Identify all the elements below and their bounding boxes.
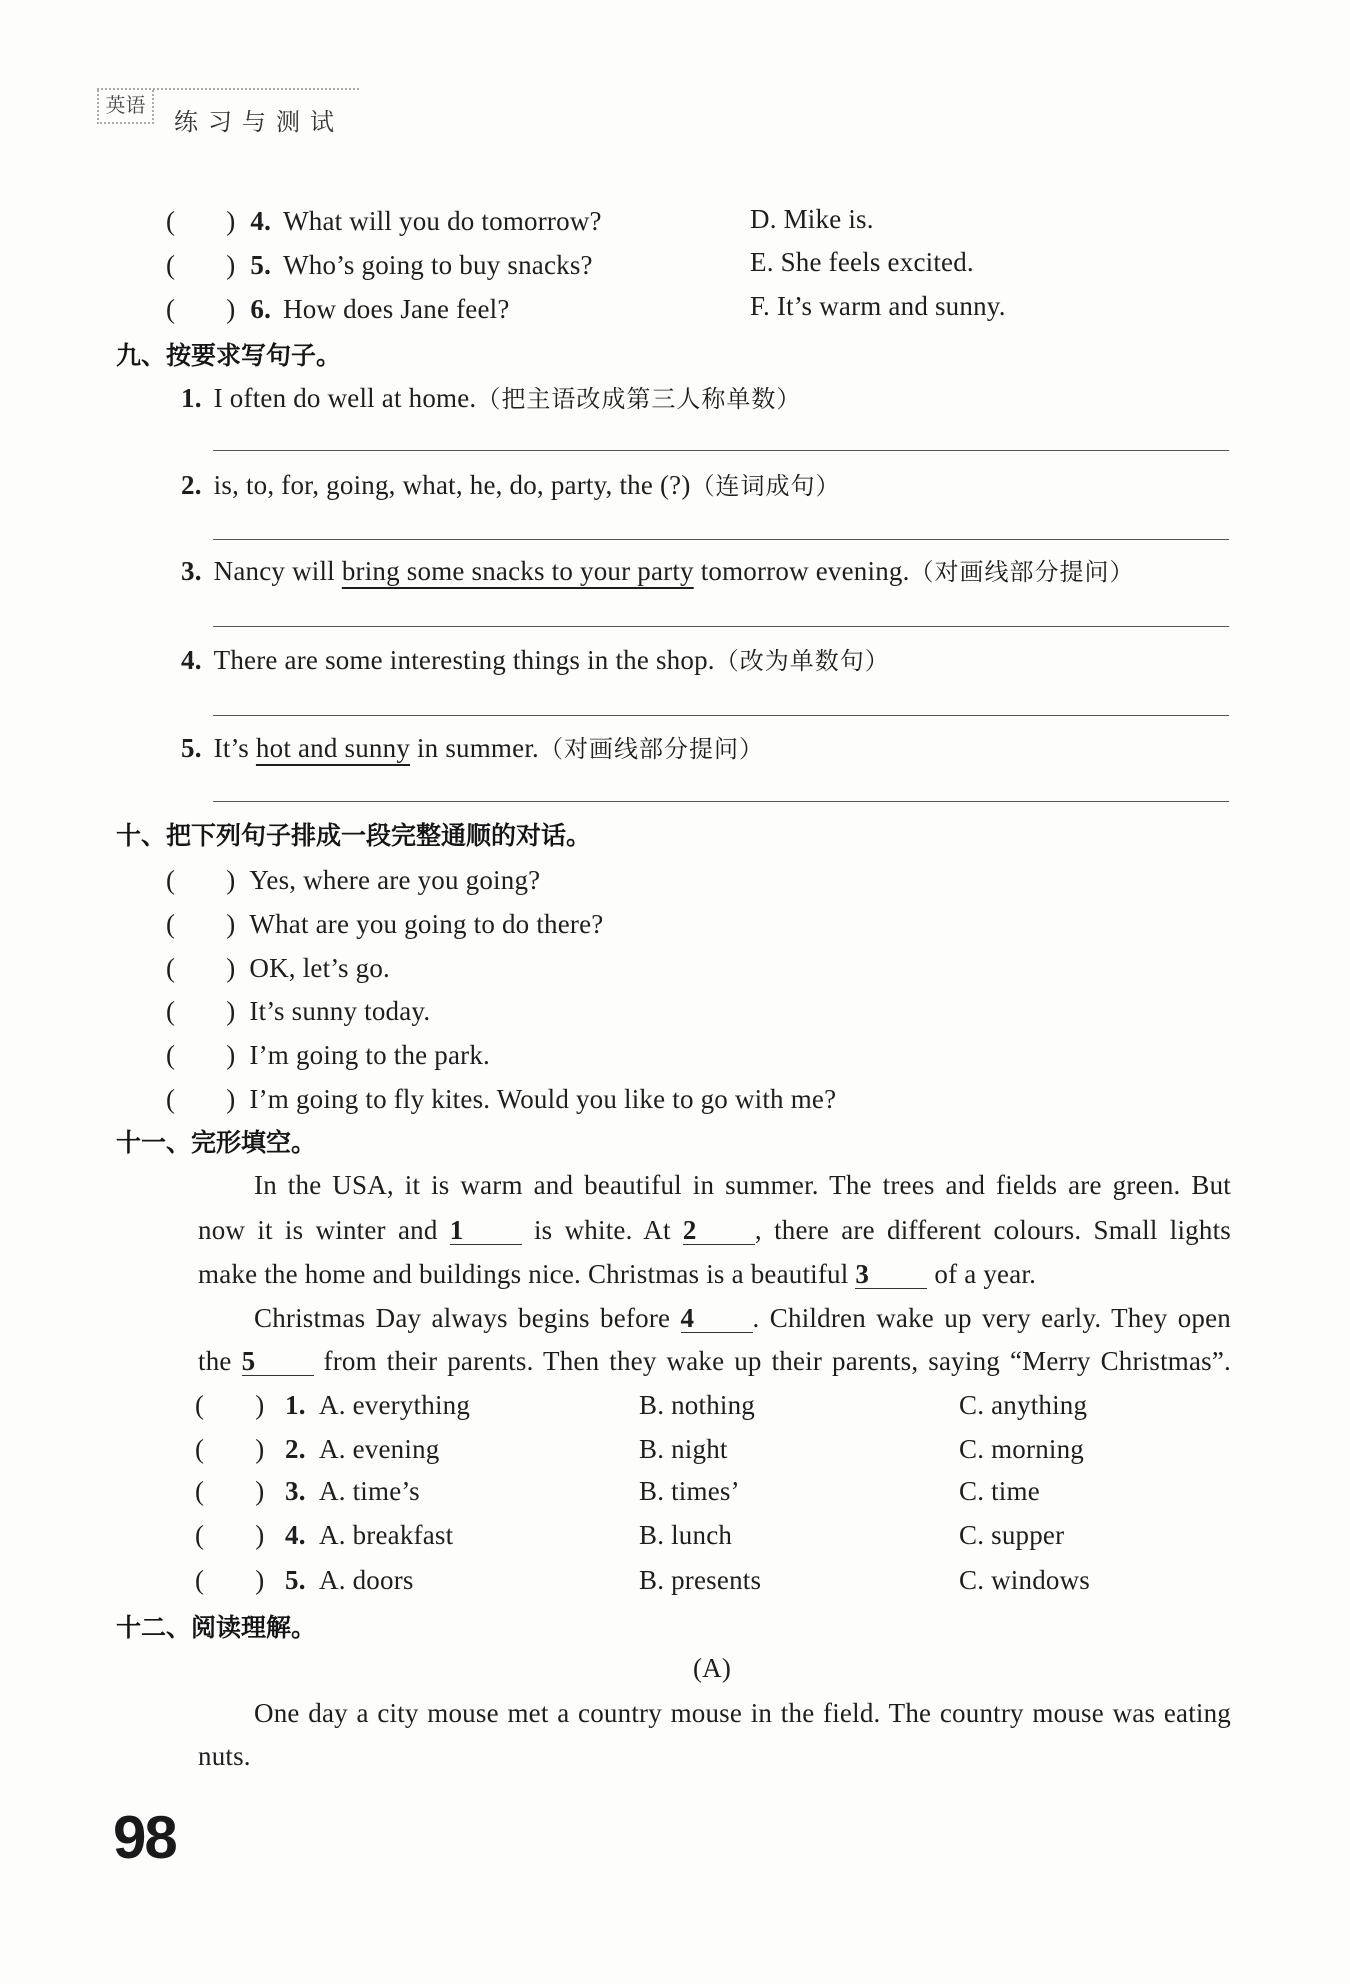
paren-close: ) [226,206,236,236]
answer-bracket [195,1474,264,1508]
match-answer-option: D. Mike is. [750,204,874,234]
option-number: 2. [285,1434,306,1464]
paren-close: ) [226,294,236,324]
passage-text: is white. At [533,1215,671,1245]
dialogue-sentence: I’m going to the park. [249,1040,491,1070]
passage-text: Christmas Day always begins before [254,1303,671,1333]
paren-open: ( [195,1476,205,1506]
cloze-option-row [195,1518,1235,1552]
passage-text: of a year. [934,1259,1037,1289]
option-a: A. time’s [319,1476,420,1506]
item-sentence: I often do well at home. [213,383,477,413]
blank-number: 3 [855,1259,870,1289]
passage-text: from their parents. Then they wake up their parents, saying “Merry Christmas”. [323,1346,1232,1376]
answer-slot[interactable] [175,294,226,318]
paren-open: ( [166,250,176,280]
rewrite-item [181,468,841,503]
subject-label [97,90,154,124]
cloze-passage-line [198,1344,1231,1378]
dialogue-sentence: Yes, where are you going? [249,865,541,895]
option-number: 3. [285,1476,306,1506]
answer-bracket [195,1432,264,1466]
question-number: 4. [250,206,272,236]
option-number: 5. [285,1565,306,1595]
paren-close: ) [226,250,236,280]
cloze-passage-line [198,1257,1231,1291]
paren-open: ( [166,865,176,895]
reading-passage-line [254,1696,1231,1730]
passage-text: , there are different colours. Small lights [754,1215,1231,1245]
paren-open: ( [166,206,176,236]
reading-passage-line [198,1739,1231,1773]
paren-open: ( [195,1520,205,1550]
option-b: B. times’ [639,1476,740,1506]
item-instruction: （对画线部分提问） [909,558,1135,586]
answer-slot[interactable] [175,1040,226,1064]
book-title: 练习与测试 [174,108,344,136]
section-11-heading: 十一、完形填空。 [116,1128,317,1157]
question-number: 5. [250,250,272,280]
question-text: What will you do tomorrow? [283,206,602,236]
option-b: B. presents [639,1565,762,1595]
blank-number: 5 [241,1346,256,1376]
paren-close: ) [226,1040,236,1070]
passage-text: now it is winter and [198,1215,438,1245]
dialogue-sentence-row [166,863,540,897]
option-c: C. morning [959,1434,1085,1464]
paren-open: ( [195,1390,205,1420]
item-sentence-end: tomorrow evening. [700,556,910,586]
option-b: B. nothing [639,1390,756,1420]
paren-close: ) [255,1434,265,1464]
section-12-heading: 十二、阅读理解。 [116,1613,317,1642]
cloze-blank[interactable] [681,1305,753,1333]
answer-slot[interactable] [175,1084,226,1108]
paren-open: ( [166,909,176,939]
question-number: 6. [250,294,272,324]
passage-text: nuts. [198,1741,251,1771]
option-a: A. everything [319,1390,471,1420]
cloze-option-row [195,1563,1235,1597]
answer-line[interactable] [213,450,1229,451]
item-number: 3. [181,556,202,586]
blank-number: 1 [449,1215,464,1245]
option-c: C. time [959,1476,1040,1506]
paren-close: ) [226,1084,236,1114]
paren-open: ( [195,1434,205,1464]
answer-slot[interactable] [204,1565,255,1589]
dialogue-sentence-row [166,994,430,1028]
cloze-passage-line [254,1301,1231,1335]
cloze-option-row [195,1474,1235,1508]
item-instruction: （对画线部分提问） [538,735,764,763]
dialogue-sentence: I’m going to fly kites. Would you like to go with me? [249,1084,837,1114]
paren-open: ( [166,1040,176,1070]
item-sentence-end: in summer. [416,733,539,763]
item-number: 1. [181,383,202,413]
passage-text: One day a city mouse met a country mouse in the field. The country mouse was eating [254,1698,1231,1728]
item-instruction: （连词成句） [690,472,841,500]
cloze-blank[interactable] [242,1348,314,1376]
option-c: C. windows [959,1565,1091,1595]
cloze-blank[interactable] [450,1217,522,1245]
subject-text: 英语 [105,93,146,117]
paren-open: ( [166,953,176,983]
paren-close: ) [255,1565,265,1595]
cloze-option-row [195,1432,1235,1466]
rewrite-item [181,381,801,416]
item-sentence-start: It’s [213,733,249,763]
answer-line[interactable] [213,801,1229,802]
item-instruction: （改为单数句） [714,647,890,675]
answer-line[interactable] [213,626,1229,627]
rewrite-item [181,731,764,766]
cloze-passage-line [198,1213,1231,1247]
answer-slot[interactable] [175,996,226,1020]
rewrite-item [181,643,890,678]
option-number: 4. [285,1520,306,1550]
option-number: 1. [285,1390,306,1420]
answer-line[interactable] [213,539,1229,540]
cloze-blank[interactable] [683,1217,755,1245]
option-a: A. doors [319,1565,414,1595]
answer-slot[interactable] [175,953,226,977]
match-answer-option: F. It’s warm and sunny. [750,291,1006,321]
blank-number: 4 [680,1303,695,1333]
answer-slot[interactable] [175,909,226,933]
passage-text: . Children wake up very early. They open [752,1303,1231,1333]
option-a: A. breakfast [319,1520,454,1550]
item-instruction: （把主语改成第三人称单数） [476,385,802,413]
answer-slot[interactable] [175,206,226,230]
section-9-heading: 九、按要求写句子。 [116,341,342,370]
paren-close: ) [226,996,236,1026]
dialogue-sentence: OK, let’s go. [249,953,390,983]
paren-close: ) [255,1390,265,1420]
paren-close: ) [255,1520,265,1550]
rewrite-item [181,554,1135,589]
answer-slot[interactable] [204,1434,255,1458]
question-text: How does Jane feel? [283,294,510,324]
paren-close: ) [226,865,236,895]
answer-bracket [195,1563,264,1597]
paren-open: ( [195,1565,205,1595]
section-10-heading: 十、把下列句子排成一段完整通顺的对话。 [116,821,592,850]
answer-slot[interactable] [175,250,226,274]
match-question-row [166,248,593,282]
dialogue-sentence: It’s sunny today. [249,996,431,1026]
item-number: 5. [181,733,202,763]
option-b: B. night [639,1434,728,1464]
option-c: C. anything [959,1390,1088,1420]
dialogue-sentence-row [166,1038,490,1072]
paren-close: ) [226,953,236,983]
paren-close: ) [226,909,236,939]
paren-open: ( [166,996,176,1026]
cloze-blank[interactable] [855,1261,927,1289]
answer-slot[interactable] [204,1390,255,1414]
passage-label: (A) [692,1653,732,1683]
page-number: 98 [113,1804,176,1871]
dialogue-sentence-row [166,907,603,941]
dialogue-sentence: What are you going to do there? [249,909,604,939]
paren-open: ( [166,294,176,324]
item-sentence: There are some interesting things in the shop. [213,645,715,675]
underlined-phrase: hot and sunny [255,733,411,763]
paren-open: ( [166,1084,176,1114]
item-sentence-start: Nancy will [213,556,335,586]
cloze-passage-line [254,1168,1231,1202]
passage-text: make the home and buildings nice. Christmas is a beautiful [198,1259,849,1289]
answer-bracket [195,1388,264,1422]
match-answer-option: E. She feels excited. [750,247,974,277]
option-c: C. supper [959,1520,1065,1550]
match-question-row [166,204,602,238]
answer-slot[interactable] [175,865,226,889]
item-number: 2. [181,470,202,500]
answer-line[interactable] [213,715,1229,716]
question-text: Who’s going to buy snacks? [283,250,593,280]
underlined-phrase: bring some snacks to your party [341,556,694,586]
passage-text: In the USA, it is warm and beautiful in summer. The trees and fields are green. But [254,1170,1231,1200]
dialogue-sentence-row [166,951,390,985]
answer-bracket [195,1518,264,1552]
blank-number: 2 [682,1215,697,1245]
answer-slot[interactable] [204,1520,255,1544]
item-sentence: is, to, for, going, what, he, do, party, the (?) [213,470,691,500]
option-a: A. evening [319,1434,440,1464]
dialogue-sentence-row [166,1082,836,1116]
match-question-row [166,292,510,326]
passage-text: the [198,1346,232,1376]
answer-slot[interactable] [204,1476,255,1500]
paren-close: ) [255,1476,265,1506]
item-number: 4. [181,645,202,675]
option-b: B. lunch [639,1520,733,1550]
cloze-option-row [195,1388,1235,1422]
